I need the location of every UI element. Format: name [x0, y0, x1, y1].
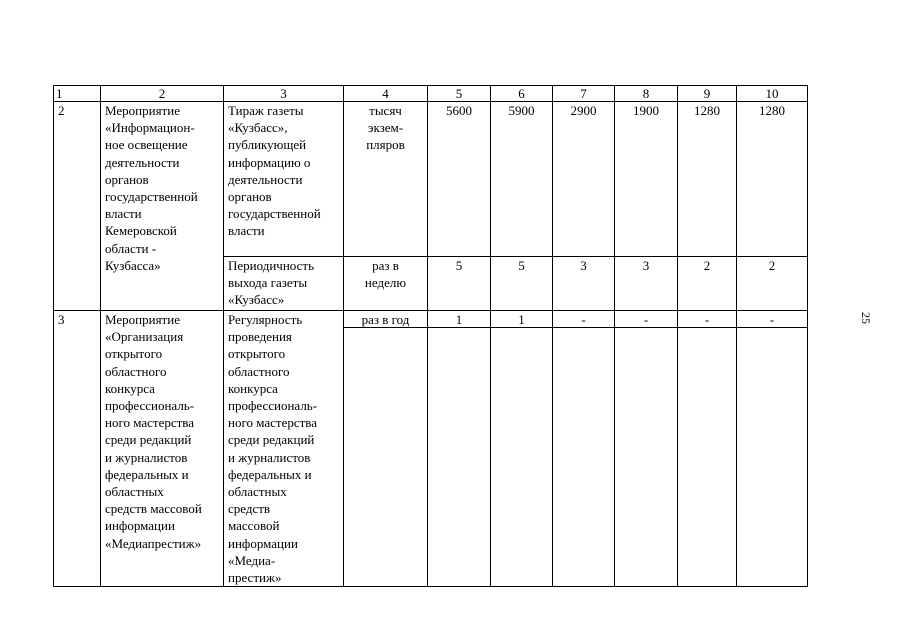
value: 1 [428, 311, 490, 328]
value-cell: 5600 [428, 102, 491, 257]
value: - [678, 311, 736, 328]
indicator-unit: раз в неделю [344, 257, 428, 311]
value-cell: 3 [615, 257, 678, 311]
header-col-7: 7 [553, 86, 615, 102]
value: 1 [491, 311, 552, 328]
indicator-name: Периодичность выхода газеты «Кузбасс» [224, 257, 344, 311]
event-name: Мероприятие «Организация открытого областного конкурса профессиональ- ного мастерства среди редакций и журналистов федеральных и областных средств массовой информации «Медиапрестиж» [101, 311, 224, 587]
header-col-4: 4 [344, 86, 428, 102]
header-col-1: 1 [54, 86, 101, 102]
header-col-6: 6 [491, 86, 553, 102]
value-cell: 1900 [615, 102, 678, 257]
value-cell: 2900 [553, 102, 615, 257]
indicator-name: Регулярность проведения открытого областного конкурса профессиональ- ного мастерства среди редакций и журналистов федеральных и областных средств массовой информации «Медиа- престиж» [224, 311, 344, 587]
value-cell: 5 [428, 257, 491, 311]
header-col-9: 9 [678, 86, 737, 102]
value-cell: 5 [491, 257, 553, 311]
indicator-unit-cell [344, 311, 428, 587]
value-cell [678, 311, 737, 587]
row-number: 2 [54, 102, 101, 311]
event-name: Мероприятие «Информацион- ное освещение деятельности органов государственной власти Кемеровской области - Кузбасса» [101, 102, 224, 311]
value: - [553, 311, 614, 328]
value-cell: 3 [553, 257, 615, 311]
indicators-table [53, 85, 808, 587]
value-cell [553, 311, 615, 587]
header-row [54, 86, 808, 102]
header-col-3: 3 [224, 86, 344, 102]
value-cell [737, 311, 808, 587]
page-number: 25 [859, 312, 873, 324]
value: - [737, 311, 807, 328]
value-cell [615, 311, 678, 587]
row-number: 3 [54, 311, 101, 587]
value-cell: 5900 [491, 102, 553, 257]
indicator-unit: тысяч экзем- пляров [344, 102, 428, 257]
indicator-name: Тираж газеты «Кузбасс», публикующей информацию о деятельности органов государственной власти [224, 102, 344, 257]
value-cell: 1280 [737, 102, 808, 257]
header-col-2: 2 [101, 86, 224, 102]
value-cell: 2 [737, 257, 808, 311]
table-row [54, 311, 808, 587]
value-cell: 1280 [678, 102, 737, 257]
value-cell: 2 [678, 257, 737, 311]
indicator-unit: раз в год [344, 311, 427, 328]
table-row [54, 102, 808, 257]
value-cell [491, 311, 553, 587]
value-cell [428, 311, 491, 587]
value: - [615, 311, 677, 328]
header-col-10: 10 [737, 86, 808, 102]
header-col-8: 8 [615, 86, 678, 102]
header-col-5: 5 [428, 86, 491, 102]
